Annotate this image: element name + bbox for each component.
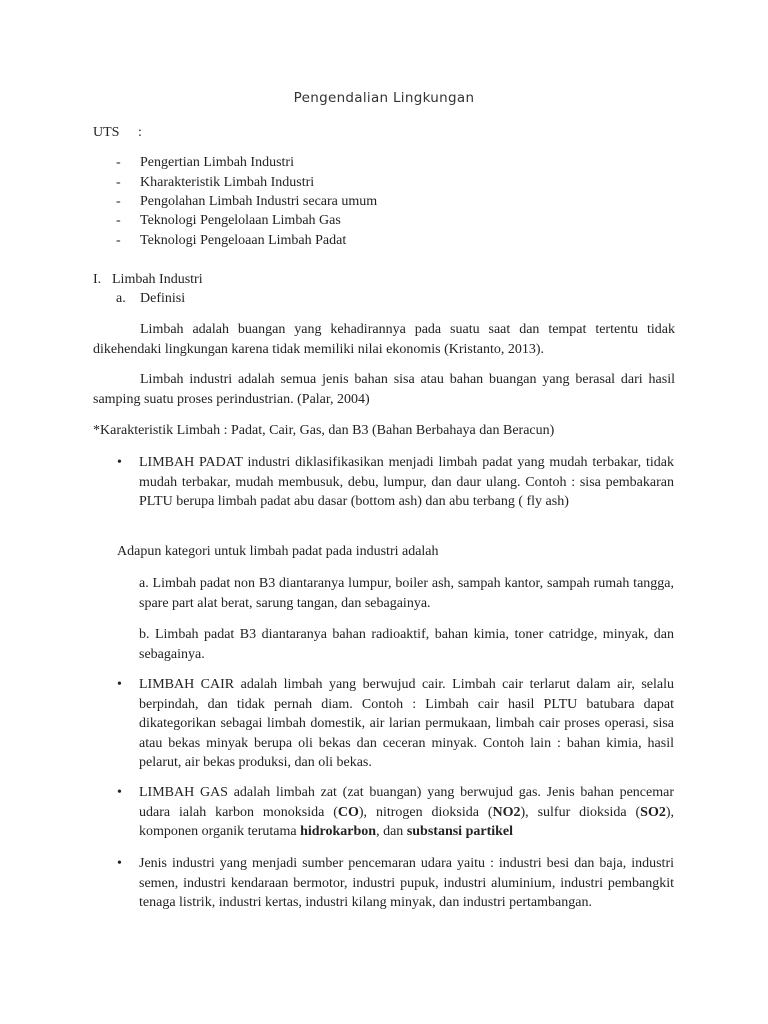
hidrokarbon-term: hidrokarbon (300, 824, 377, 839)
text-run: ), komponen organik terutama (139, 804, 675, 839)
karakteristik-line: *Karakteristik Limbah : Padat, Cair, Gas, dan B3 (Bahan Berbahaya dan Beracun) (93, 423, 555, 438)
industri-gas-paragraph: Jenis industri yang menjadi sumber pencemaran udara yaitu : industri besi dan baja, industri semen, industri kendaraan bermotor, industri pupuk, industri aluminium, industri pembangkit tenaga listrik, industri kertas, industri kilang minyak, dan industri pertambangan. (139, 856, 674, 910)
topic-dash: - (116, 155, 121, 170)
partikel-term: substansi partikel (406, 824, 514, 839)
uts-colon: : (138, 125, 142, 140)
co-formula: CO (337, 804, 359, 820)
topic-dash: - (116, 213, 121, 228)
topic-item: Teknologi Pengelolaan Limbah Gas (140, 213, 341, 228)
topic-dash: - (116, 175, 121, 190)
bullet-marker: • (117, 785, 122, 800)
limbah-gas-paragraph (139, 783, 674, 842)
topic-item: Kharakteristik Limbah Industri (140, 175, 315, 190)
topic-item: Pengertian Limbah Industri (140, 155, 294, 170)
bullet-marker: • (117, 856, 122, 871)
limbah-padat-paragraph: LIMBAH PADAT industri diklasifikasikan menjadi limbah padat yang mudah terbakar, tidak mudah terbakar, mudah membusuk, debu, lumpur, dan daur ulang. Contoh : sisa pembakaran PLTU berupa limbah padat abu dasar (bottom ash) dan abu terbang ( fly ash) (139, 455, 674, 509)
document-title: Pengendalian Lingkungan (293, 90, 475, 106)
uts-label: UTS (93, 125, 120, 140)
bullet-marker: • (117, 677, 122, 692)
subsection-heading: Definisi (140, 291, 186, 306)
topic-dash: - (116, 194, 121, 209)
section-heading: Limbah Industri (112, 272, 203, 287)
text-run: ), nitrogen dioksida ( (358, 804, 493, 820)
definition-paragraph: Limbah adalah buangan yang kehadirannya pada suatu saat dan tempat tertentu tidak dikehendaki lingkungan karena tidak memiliki nilai ekonomis (Kristanto, 2013). (93, 322, 675, 357)
kategori-intro: Adapun kategori untuk limbah padat pada industri adalah (117, 544, 439, 559)
definition-paragraph: Limbah industri adalah semua jenis bahan sisa atau bahan buangan yang berasal dari hasil samping suatu proses perindustrian. (Palar, 2004) (93, 372, 675, 407)
text-run: , dan (376, 824, 407, 839)
so2-formula: SO2 (640, 804, 666, 820)
topic-dash: - (116, 233, 121, 248)
text-run: LIMBAH GAS adalah limbah zat (zat buangan) yang berwujud gas. Jenis bahan pencemar udara ialah karbon monoksida ( (139, 785, 674, 820)
subsection-letter: a. (116, 291, 126, 306)
limbah-cair-paragraph: LIMBAH CAIR adalah limbah yang berwujud cair. Limbah cair terlarut dalam air, selalu berpindah, dan tidak pernah diam. Contoh : Limbah cair hasil PLTU batubara dapat dikategorikan sebagai limbah domestik, air larian permukaan, limbah cair proses operasi, sisa atau bekas minyak berupa oli bekas dan ceceran minyak. Contoh lain : bahan kimia, hasil pelarut, air bekas produksi, dan oli bekas. (139, 677, 674, 770)
text-run: ), sulfur dioksida ( (520, 804, 641, 820)
bullet-marker: • (117, 455, 122, 470)
section-number: I. (93, 272, 102, 287)
kategori-b-paragraph: b. Limbah padat B3 diantaranya bahan radioaktif, bahan kimia, toner catridge, minyak, dan sebagainya. (139, 627, 674, 662)
topic-item: Teknologi Pengeloaan Limbah Padat (140, 233, 347, 248)
no2-formula: NO2 (492, 804, 521, 820)
kategori-a-paragraph: a. Limbah padat non B3 diantaranya lumpur, boiler ash, sampah kantor, sampah rumah tangga, spare part alat berat, sarung tangan, dan sebagainya. (139, 576, 674, 611)
topic-item: Pengolahan Limbah Industri secara umum (140, 194, 378, 209)
